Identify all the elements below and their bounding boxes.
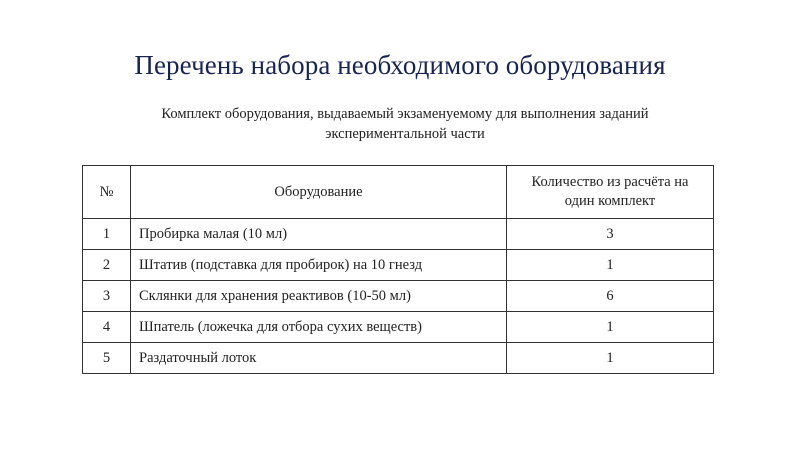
table-row	[83, 219, 714, 250]
row-quantity: 1	[507, 343, 714, 374]
row-equipment: Шпатель (ложечка для отбора сухих веществ)	[131, 312, 507, 343]
header-num: №	[83, 166, 131, 219]
table-header-row	[83, 166, 714, 219]
row-num: 2	[83, 250, 131, 281]
row-num: 1	[83, 219, 131, 250]
subtitle-line-2: экспериментальной части	[325, 126, 485, 142]
subtitle-line-1: Комплект оборудования, выдаваемый экзаменуемому для выполнения заданий	[161, 106, 649, 122]
row-num: 5	[83, 343, 131, 374]
header-quantity-line-2: один комплект	[564, 193, 656, 209]
slide-subtitle	[120, 104, 690, 144]
table-row	[83, 312, 714, 343]
equipment-table	[82, 165, 714, 374]
row-quantity: 6	[507, 281, 714, 312]
table-row	[83, 250, 714, 281]
row-quantity: 1	[507, 250, 714, 281]
row-num: 3	[83, 281, 131, 312]
row-num: 4	[83, 312, 131, 343]
header-equipment: Оборудование	[131, 166, 507, 219]
header-quantity	[507, 166, 714, 219]
row-equipment: Раздаточный лоток	[131, 343, 507, 374]
header-quantity-line-1: Количество из расчёта на	[531, 174, 689, 190]
row-quantity: 1	[507, 312, 714, 343]
row-equipment: Склянки для хранения реактивов (10-50 мл)	[131, 281, 507, 312]
row-quantity: 3	[507, 219, 714, 250]
row-equipment: Пробирка малая (10 мл)	[131, 219, 507, 250]
table-row	[83, 281, 714, 312]
table-row	[83, 343, 714, 374]
row-equipment: Штатив (подставка для пробирок) на 10 гнезд	[131, 250, 507, 281]
slide-title: Перечень набора необходимого оборудования	[134, 50, 666, 80]
